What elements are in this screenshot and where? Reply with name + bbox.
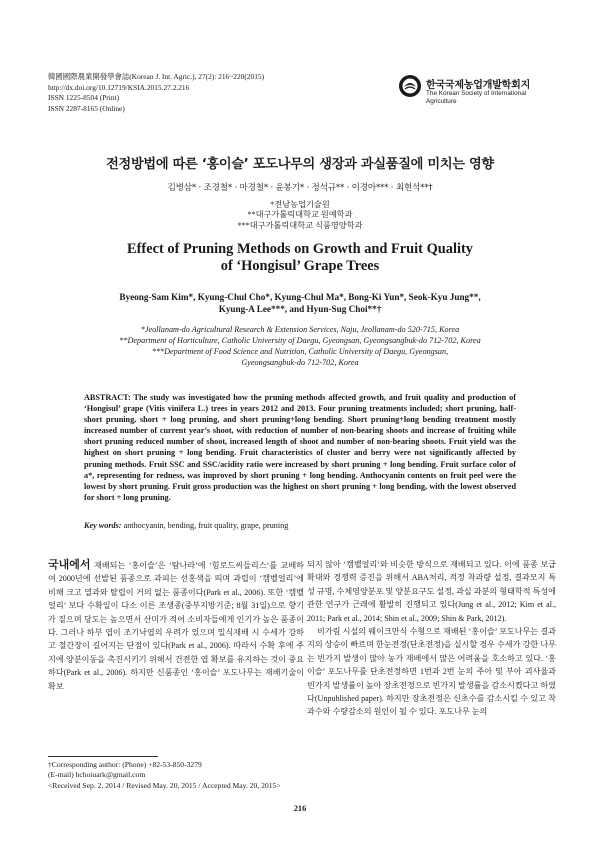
abstract-text: The study was investigated how the pruning methods affected growth, and fruit quality and production of ‘Hongisul’ grape (Vitis vinifera L.) trees in years 2012 and 2013. Four pruning treatments included; short pruning, half-short pruning, short + long pruning, and short pruning+long bending. Short pruning+long bending treatment mostly increased number of current year’s shoot, with reduction of number of non-bearing shoots and increase of fruiting while short pruning reduced number of shoot, increased length of shoot and number of non-bearing shoots. Fruit yield was the highest on short pruning + long bending. Fruit characteristics of cluster and berry were not significantly affected by pruning methods. Fruit SSC and SSC/acidity ratio were increased by short pruning + long bending. Fruit surface color of a*, representing for redness, was improved by short pruning + long bending. Anthocyanin contents on fruit peel were the lowest by short pruning. Fruit gross production was the highest on short pruning + long bending, with the lowest observed for short + long pruning.: [84, 393, 516, 502]
issn-print: ISSN 1225-8504 (Print): [48, 93, 120, 103]
korean-affiliation: **대구가톨릭대학교 원예학과: [247, 210, 353, 220]
korean-authors: 김병삼* · 조경철* · 마경철* · 윤봉기* · 정석규** · 이경아*** · 최현석**†: [167, 183, 433, 193]
corresponding-author: †Corresponding author: (Phone) +82-53-850-3279: [48, 760, 202, 769]
keywords-text: anthocyanin, bending, fruit quality, grape, pruning: [123, 521, 289, 530]
journal-citation: 韓國國際農業開發學會誌(Korean J. Int. Agric.), 27(2): 216~220(2015): [48, 72, 265, 81]
english-author-line: Kyung-A Lee***, and Hyun-Sug Choi**†: [218, 304, 382, 314]
author-email[interactable]: (E-mail) hchoiuark@gmail.com: [48, 770, 146, 780]
english-authors: [0, 291, 600, 315]
issn-online: ISSN 2287-8165 (Online): [48, 103, 125, 113]
body-paragraph: 비가림 시설의 웨이크만식 수형으로 재배된 ‘홍이슬’ 포도나무는 결과지의 상승이 빠르며 한눈전정(단초전정)을 실시할 경우 수세가 강한 나무는 빈가지 발생이 많아 농가 재배에서 많은 어려움을 호소하고 있다. ‘홍이슬’ 포도나무를 단초전정하면 1번과 2번 눈의 주아 및 부아 괴사율과 빈가지 발생률이 높아 장초전정으로 빈가지 발생률을 감소시켰다고 하였다(Unpublished paper). 하지만 장초전정은 신초수를 감소시킬 수 있고 착과수와 수량감소의 원인이 될 수 있다. 포도나무 눈의: [307, 627, 556, 717]
korean-affiliations: [0, 200, 600, 231]
society-logo: [398, 74, 558, 114]
korean-affiliation: *전남농업기술원: [270, 200, 330, 209]
english-title: [0, 241, 600, 275]
abstract-label: ABSTRACT:: [84, 393, 131, 402]
body-paragraph: 되지 않아 ‘캠벨얼리’와 비슷한 방식으로 재배되고 있다. 이에 품종 보급 확대와 경쟁력 증진을 위해서 ABA처리, 적정 착과량 설정, 결과모지 특성 규명, 수체영양분포 및 양분요구도 설정, 과실 과분의 형태학적 특성에 관한 연구가 근래에 활발히 진행되고 있다(Jung et al., 2012; Kim et al., 2011; Park et al., 2014; Shin et al., 2009; Shin & Park, 2012).: [307, 560, 556, 623]
english-title-line: of ‘Hongisul’ Grape Trees: [220, 258, 380, 274]
english-title-line: Effect of Pruning Methods on Growth and Fruit Quality: [127, 241, 473, 257]
received-dates: <Received Sep. 2, 2014 / Revised May. 20, 2015 / Accepted May. 20, 2015>: [48, 780, 281, 790]
abstract: [84, 392, 516, 503]
keywords: [84, 520, 516, 531]
body-column-left: [48, 558, 304, 693]
english-affiliation-line: ***Department of Food Science and Nutrition, Catholic University of Daegu, Gyeongsan,: [151, 347, 449, 356]
english-affiliation-line: Gyeongsangbuk-do 712-702, Korea: [241, 358, 359, 367]
society-name-korean: 한국국제농업개발학회지: [426, 80, 531, 91]
english-affiliation-line: *Jeollanam-do Agricultural Research & Extension Services, Naju, Jeollanam-do 520-715, Korea: [140, 325, 460, 334]
doi-link[interactable]: http://dx.doi.org/10.12719/KSIA.2015.27.2.216: [48, 82, 190, 92]
body-paragraph: 재배되는 ‘홍이슬’은 ‘탐나라’에 ‘힘로드씨들리스’를 교배하여 2000년에 선발된 품종으로 과피는 선홍색을 띄며 과립이 ‘캠벨얼리’에 비해 크고 열과와 탈립이 거의 없는 품종이다(Park et al., 2006). 또한 ‘캠벨얼리’ 보다 수확일이 다소 이른 조생종(중부지방기준; 8월 31일)으로 향기가 짙으며 당도는 높으면서 산미가 적어 소비자들에게 인기가 높은 품종이다. 그러나 하부 엽이 조기낙엽의 우려가 있으며 밀식재배 시 수세가 강하고 절간장이 길어지는 단점이 있다(Park et al., 2006). 따라서 수확 후에 주지에 양분이동을 촉진시키기 위해서 건전한 엽 확보를 유지하는 것이 중요하다(Park et al., 2006). 하지만 신품종인 ‘홍이슬’ 포도나무는 재배기술이 확보: [48, 561, 304, 691]
korean-affiliation: ***대구가톨릭대학교 식품영양학과: [237, 220, 363, 230]
society-emblem-icon: [398, 74, 422, 98]
english-affiliation-line: **Department of Horticulture, Catholic University of Daegu, Gyeongsan, Gyeongsangbuk-do 712-702, Korea: [119, 336, 481, 345]
english-affiliations: [0, 324, 600, 368]
footnote: [48, 760, 304, 791]
body-column-right: [307, 558, 556, 719]
keywords-label: Key words:: [84, 521, 122, 530]
journal-header: [48, 72, 264, 114]
page-number: 216: [293, 804, 307, 813]
footnote-divider: [48, 756, 158, 757]
english-author-line: Byeong-Sam Kim*, Kyung-Chul Cho*, Kyung-Chul Ma*, Bong-Ki Yun*, Seok-Kyu Jung**,: [119, 292, 481, 302]
korean-title: 전정방법에 따른 ‘홍이슬’ 포도나무의 생장과 과실품질에 미치는 영향: [106, 157, 494, 172]
lead-word: 국내에서: [48, 558, 91, 571]
society-name-english: The Korean Society of International Agriculture: [426, 90, 527, 105]
